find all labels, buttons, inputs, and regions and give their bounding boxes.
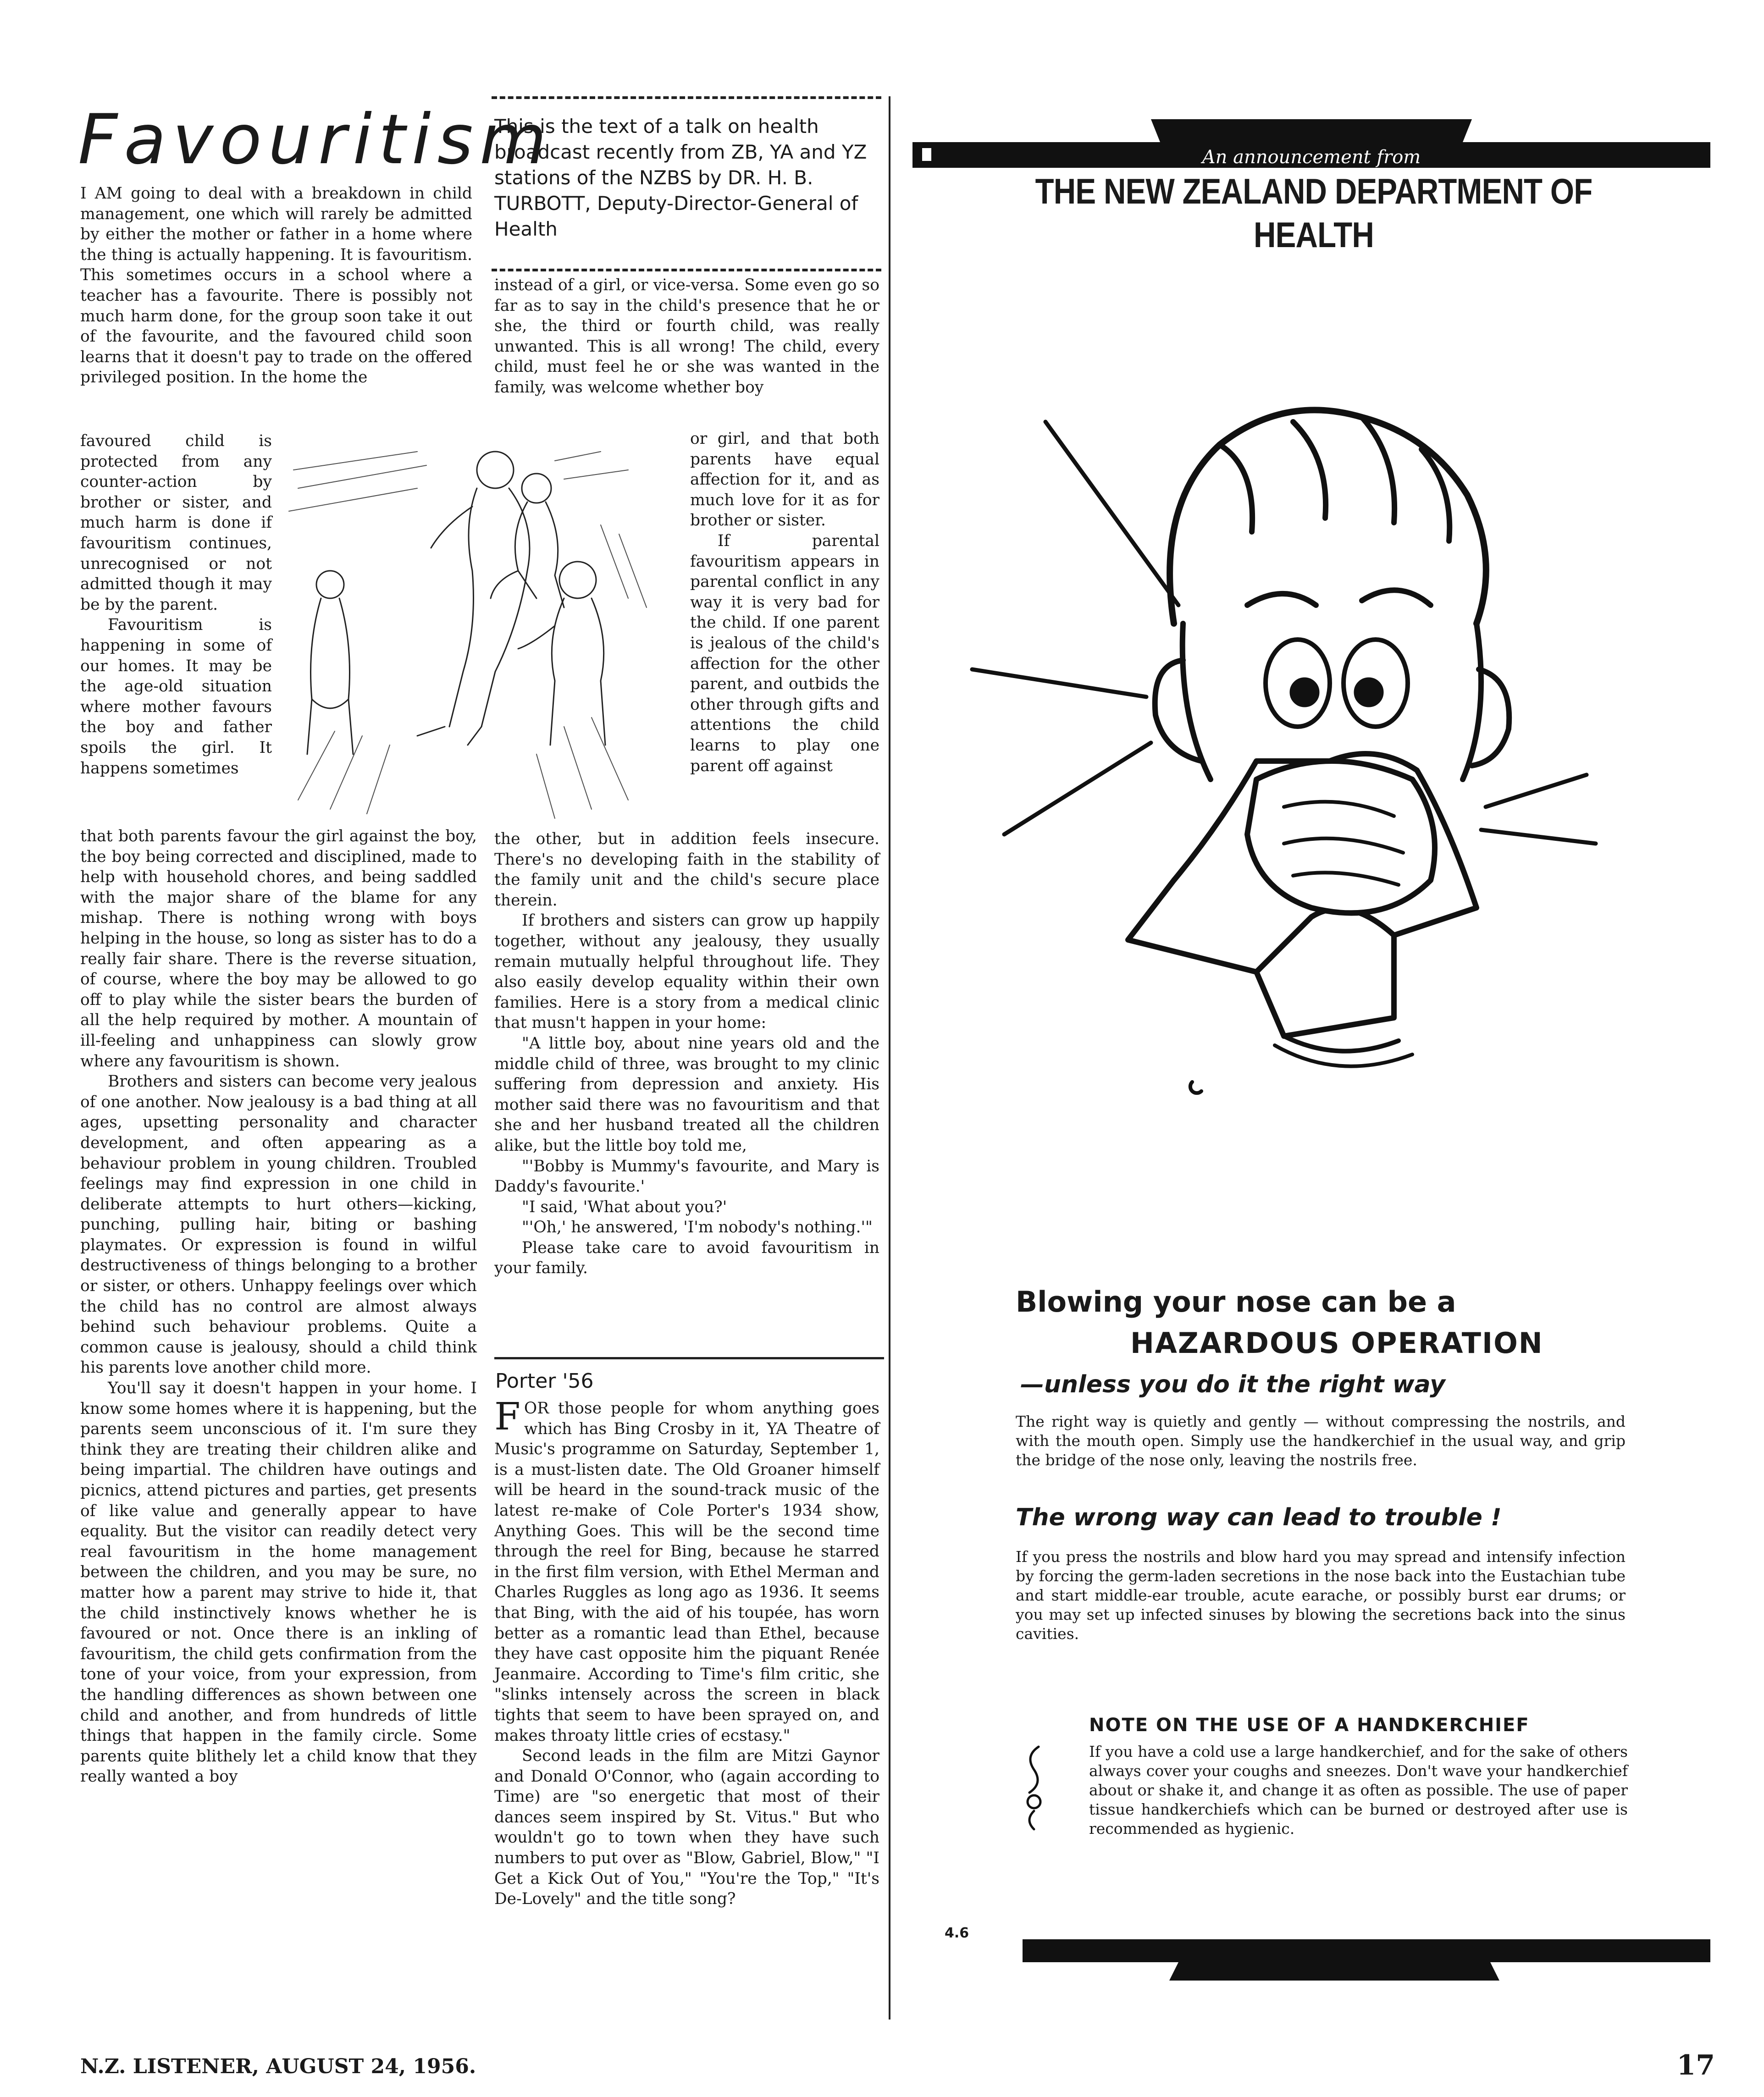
- paragraph: You'll say it doesn't happen in your home. I know some homes where it is happening, but the parents seem unconscious of it. I'm sure they think they are treating their children alike and being impartial. The children have outings and picnics, attend pictures and parties, get presents of like value and generally appear to have equality. But the visitor can readily detect very real favouritism in the home management between the children, and you may be sure, no matter how a parent may strive to hide it, that the child instinctively knows whether he is favoured or not. Once there is an inkling of favouritism, the child gets confirmation from the tone of your voice, from your expression, from the handling differences as shown between one child and another, and from hundreds of little things that happen in the family circle. Some parents quite blithely let a child know that they really wanted a boy: [80, 1379, 477, 1786]
- article-col1-body: [80, 826, 477, 2020]
- paragraph: or girl, and that both parents have equal affection for it, and as much love for it as for brother or sister.: [690, 430, 879, 530]
- ad-code: 4.6: [945, 1925, 969, 1941]
- ad-note-heading: NOTE ON THE USE OF A HANDKERCHIEF: [1089, 1715, 1530, 1736]
- paragraph: Please take care to avoid favouritism in your family.: [494, 1238, 879, 1278]
- paragraph: [494, 1395, 879, 1746]
- paragraph: "'Bobby is Mummy's favourite, and Mary is Daddy's favourite.': [494, 1157, 879, 1196]
- page-number: 17: [1676, 2049, 1715, 2081]
- paragraph: I AM going to deal with a breakdown in child management, one which will rarely be admitted by either the mother or father in a home where the thing is actually happening. It is favouritism. This sometimes occurs in a school where a teacher has a favourite. There is possibly not much harm done, for the group soon take it out of the favourite, and the favoured child soon learns that it doesn't pay to trade on the offered privileged position. In the home the: [80, 184, 472, 387]
- paragraph: Second leads in the film are Mitzi Gaynor and Donald O'Connor, who (again according to Time) are "so energetic that most of their dances seem inspired by St. Vitus." But who wouldn't go to town when they have such numbers to put over as "Blow, Gabriel, Blow," "I Get a Kick Out of You," "You're the Top," "It's De-Lovely" and the title song?: [494, 1747, 879, 1909]
- folio-publication: N.Z. LISTENER, AUGUST 24, 1956.: [80, 2055, 476, 2078]
- ad-note-text: If you have a cold use a large handkerchief, and for the sake of others always cover your coughs and sneezes. Don't wave your handkerchief about or shake it, and change it as often as possible. The use of paper tissue handkerchiefs which can be burned or destroyed after use is recommended as hygienic.: [1089, 1743, 1628, 1838]
- ad-wrong-way-text: If you press the nostrils and blow hard you may spread and intensify infection by forcing the germ-laden secretions in the nose back into the Eustachian tube and start middle-ear trouble, acute earache, or possibly burst ear drums; or you may set up infected sinuses by blowing the secretions back into the sinus cavities.: [1016, 1548, 1626, 1643]
- paragraph: Favouritism is happening in some of our homes. It may be the age-old situation where mother favours the boy and father spoils the girl. It happens sometimes: [80, 616, 272, 778]
- ad-headline-line1: Blowing your nose can be a: [1016, 1285, 1456, 1319]
- article-col2-body: [494, 829, 879, 1363]
- paragraph: Brothers and sisters can become very jealous of one another. Now jealousy is a bad thing at all ages, upsetting personality and character development, and often appearing as a behaviour problem in young children. Troubled feelings may find expression in one child in deliberate attempts to hurt others—kicking, punching, pulling hair, biting or bashing playmates. Or expression is found in wilful destructiveness of things belonging to a brother or sister, or others. Unhappy feelings over which the child has no control are almost always behind such behaviour problems. Quite a common cause is jealousy, should a child think his parents love another child more.: [80, 1072, 477, 1377]
- section-rule: [494, 1357, 884, 1359]
- paragraph: that both parents favour the girl against the boy, the boy being corrected and disciplined, made to help with household chores, and being saddled with the major share of the blame for any mishap. There is nothing wrong with boys helping in the house, so long as sister has to do a really fair share. There is the reverse situation, of course, where the boy may be allowed to go off to play while the sister bears the burden of all the help required by mother. A mountain of ill-feeling and unhappiness can slowly grow where any favouritism is shown.: [80, 827, 477, 1071]
- intro-text: This is the text of a talk on health broadcast recently from ZB, YA and YZ stations of the NZBS by DR. H. B. TURBOTT, Deputy-Director-General of Health: [494, 115, 867, 240]
- paragraph: instead of a girl, or vice-versa. Some even go so far as to say in the child's presence that he or she, the third or fourth child, was really unwanted. This is all wrong! The child, every child, must feel he or she was wanted in the family, was welcome whether boy: [494, 276, 879, 397]
- ad-headline-line2: HAZARDOUS OPERATION: [1130, 1326, 1543, 1360]
- article-col1-narrow: [80, 431, 272, 825]
- ornament-icon: [1020, 1742, 1048, 1834]
- ad-from-line: An announcement from: [1202, 147, 1421, 168]
- paragraph: favoured child is protected from any counter-action by brother or sister, and much harm is done if favouritism continues, unrecognised or not admitted though it may be by the parent.: [80, 432, 272, 614]
- family-illustration: [280, 433, 683, 823]
- ad-right-way-text: The right way is quietly and gently — without compressing the nostrils, and with the mouth open. Simply use the handkerchief in the usual way, and grip the bridge of the nose only, leaving the nostrils free.: [1016, 1413, 1626, 1469]
- porter-paragraph-1: OR those people for whom anything goes which has Bing Crosby in it, YA Theatre of Music's programme on Saturday, September 1, is a must-listen date. The Old Groaner himself will be heard in the sound-track music of the latest re-make of Cole Porter's 1934 show, Anything Goes. This will be the second time through the reel for Bing, because he starred in the first film version, with Ethel Merman and Charles Ruggles as long ago as 1936. It seems that Bing, with the aid of his toupée, has worn better as a romantic lead than Ethel, because they have cast opposite him the piquant Renée Jeanmaire. According to Time's film critic, she "slinks intensely across the screen in black tights that seem to have been sprayed on, and makes throaty little cries of ecstasy.": [494, 1399, 879, 1745]
- porter-body: [494, 1395, 879, 2020]
- paragraph: "A little boy, about nine years old and the middle child of three, was brought to my clinic suffering from depression and anxiety. His mother said there was no favouritism and that she and her husband treated all the children alike, but the little boy told me,: [494, 1034, 879, 1155]
- paragraph: If brothers and sisters can grow up happily together, without any jealousy, they usually remain mutually helpful throughout life. They also easily develop equality within their own families. Here is a story from a medical clinic that musn't happen in your home:: [494, 911, 879, 1032]
- paragraph: the other, but in addition feels insecure. There's no developing faith in the stability of the family unit and the child's secure place therein.: [494, 830, 879, 910]
- article-col2-narrow: [690, 429, 879, 828]
- paragraph: "I said, 'What about you?': [522, 1197, 727, 1216]
- article-title: Favouritism: [78, 100, 553, 180]
- column-divider: [889, 96, 890, 2020]
- article-col2-top: [494, 275, 879, 429]
- paragraph: If parental favouritism appears in parental conflict in any way it is very bad for the child. If one parent is jealous of the child's affection for the other parent, and outbids the other through gifts and attentions the child learns to play one parent off against: [690, 531, 879, 775]
- ad-subhead: —unless you do it the right way: [1020, 1371, 1446, 1398]
- paragraph: "'Oh,' he answered, 'I'm nobody's nothing.'": [522, 1218, 873, 1237]
- ad-organisation: THE NEW ZEALAND DEPARTMENT OF HEALTH: [1035, 171, 1593, 255]
- ad-wrong-way-heading: The wrong way can lead to trouble !: [1016, 1504, 1502, 1531]
- porter-heading: Porter '56: [495, 1369, 594, 1393]
- ad-bottom-banner: [1023, 1930, 1710, 1981]
- man-blowing-nose-illustration: [935, 367, 1669, 1169]
- drop-cap: F: [494, 1395, 520, 1439]
- article-col1-top: [80, 183, 472, 429]
